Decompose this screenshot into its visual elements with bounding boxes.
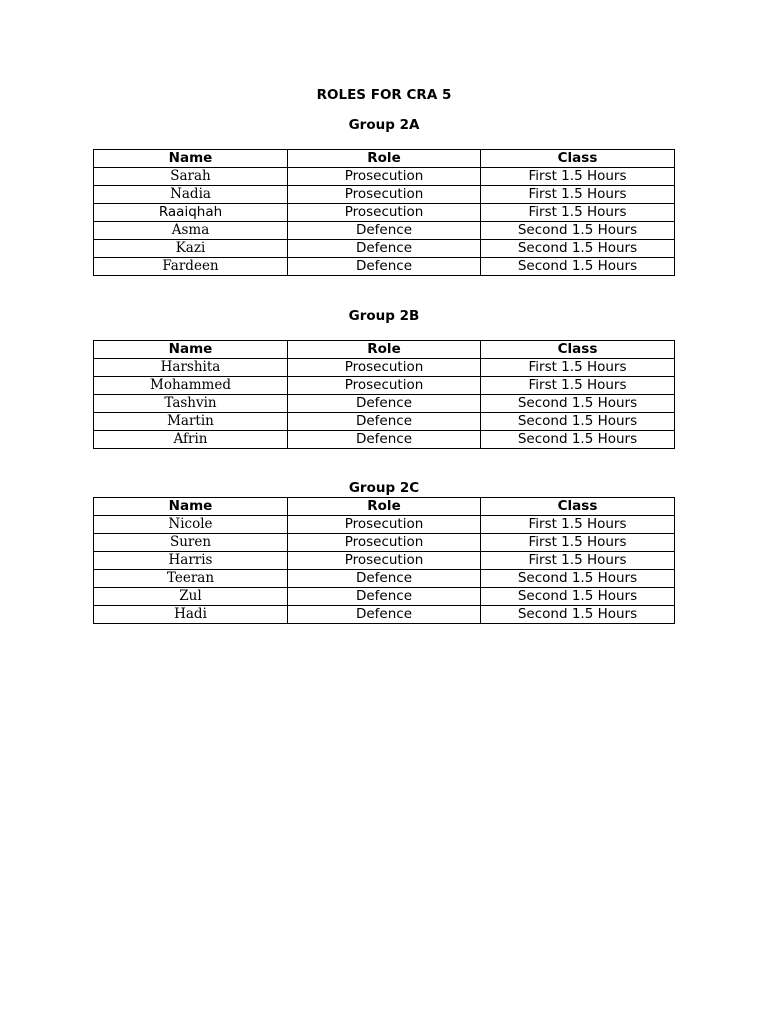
table-row [94,431,675,449]
table-header-row [94,150,675,168]
role-cell: Prosecution [288,168,481,186]
class-cell: Second 1.5 Hours [481,258,675,276]
table-row [94,606,675,624]
group-2a-table [93,149,675,276]
class-column-header: Class [481,150,675,168]
group-2c-table [93,497,675,624]
class-cell: First 1.5 Hours [481,168,675,186]
role-cell: Prosecution [288,516,481,534]
class-cell: First 1.5 Hours [481,204,675,222]
class-cell: Second 1.5 Hours [481,413,675,431]
group-2b-table [93,340,675,449]
group-2a-heading: Group 2A [348,117,420,133]
name-cell: Harshita [94,359,288,377]
role-cell: Prosecution [288,534,481,552]
name-cell: Afrin [94,431,288,449]
class-cell: Second 1.5 Hours [481,570,675,588]
class-cell: Second 1.5 Hours [481,395,675,413]
table-row [94,222,675,240]
role-column-header: Role [288,498,481,516]
class-cell: Second 1.5 Hours [481,588,675,606]
name-cell: Raaiqhah [94,204,288,222]
table-row [94,168,675,186]
role-column-header: Role [288,341,481,359]
class-cell: First 1.5 Hours [481,186,675,204]
table-row [94,552,675,570]
role-cell: Prosecution [288,204,481,222]
class-cell: Second 1.5 Hours [481,240,675,258]
table-row [94,413,675,431]
role-cell: Defence [288,240,481,258]
table-row [94,516,675,534]
class-cell: First 1.5 Hours [481,516,675,534]
name-column-header: Name [94,498,288,516]
name-column-header: Name [94,150,288,168]
class-cell: First 1.5 Hours [481,359,675,377]
table-row [94,258,675,276]
name-cell: Hadi [94,606,288,624]
table-row [94,359,675,377]
name-cell: Kazi [94,240,288,258]
document-title: ROLES FOR CRA 5 [316,87,452,103]
class-column-header: Class [481,341,675,359]
name-cell: Nadia [94,186,288,204]
role-column-header: Role [288,150,481,168]
role-cell: Defence [288,395,481,413]
name-cell: Fardeen [94,258,288,276]
role-cell: Prosecution [288,186,481,204]
table-row [94,570,675,588]
name-cell: Teeran [94,570,288,588]
role-cell: Defence [288,258,481,276]
role-cell: Defence [288,570,481,588]
table-header-row [94,341,675,359]
name-cell: Sarah [94,168,288,186]
group-2c-heading: Group 2C [348,480,420,496]
table-row [94,395,675,413]
name-column-header: Name [94,341,288,359]
name-cell: Tashvin [94,395,288,413]
class-column-header: Class [481,498,675,516]
name-cell: Suren [94,534,288,552]
role-cell: Defence [288,413,481,431]
class-cell: Second 1.5 Hours [481,222,675,240]
table-row [94,534,675,552]
role-cell: Defence [288,606,481,624]
table-row [94,186,675,204]
class-cell: Second 1.5 Hours [481,606,675,624]
name-cell: Asma [94,222,288,240]
role-cell: Prosecution [288,377,481,395]
name-cell: Nicole [94,516,288,534]
role-cell: Defence [288,431,481,449]
class-cell: First 1.5 Hours [481,377,675,395]
class-cell: First 1.5 Hours [481,552,675,570]
role-cell: Prosecution [288,552,481,570]
group-2b-heading: Group 2B [348,308,420,324]
role-cell: Defence [288,222,481,240]
name-cell: Harris [94,552,288,570]
table-row [94,204,675,222]
table-row [94,588,675,606]
table-header-row [94,498,675,516]
class-cell: First 1.5 Hours [481,534,675,552]
class-cell: Second 1.5 Hours [481,431,675,449]
name-cell: Mohammed [94,377,288,395]
table-row [94,240,675,258]
name-cell: Zul [94,588,288,606]
role-cell: Prosecution [288,359,481,377]
name-cell: Martin [94,413,288,431]
role-cell: Defence [288,588,481,606]
table-row [94,377,675,395]
